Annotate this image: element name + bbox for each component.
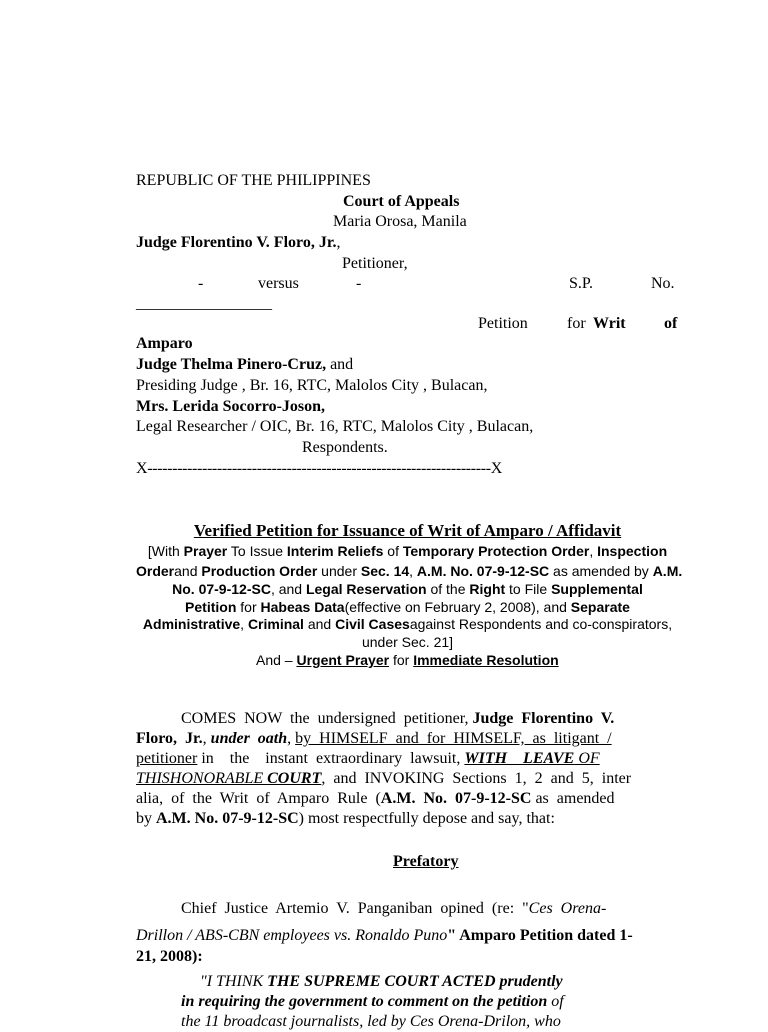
quote-supreme-court: THE SUPREME COURT ACTED prudently [267, 973, 563, 990]
subtitle-segment: A.M. No. 07-9-12-SC [416, 563, 550, 579]
case-no: No. [651, 275, 675, 292]
subtitle-segment: Petition [185, 599, 237, 615]
p1-l6-by: by [136, 810, 156, 827]
subtitle-line [136, 562, 683, 580]
and-dash: And – [256, 652, 297, 668]
court-address: Maria Orosa, Manila [333, 213, 467, 230]
petition-of: of [664, 315, 678, 332]
subtitle-line [136, 615, 679, 633]
respondent-1-name: Judge Thelma Pinero-Cruz, [136, 356, 327, 373]
petition-writ: Writ [593, 315, 626, 332]
p1-l4-text: , and INVOKING Sections 1, 2 and 5, inter [321, 770, 632, 787]
document-title: Verified Petition for Issuance of Writ of Amparo / Affidavit [193, 521, 622, 540]
subtitle-segment: to File [505, 581, 552, 597]
p1-l3-text: in the instant extraordinary lawsuit, [197, 750, 465, 767]
ces-orena: Ces Orena- [528, 900, 607, 917]
subtitle-segment: for [236, 599, 261, 615]
am-number-2: A.M. No. 07-9-12-SC [156, 810, 299, 827]
quote-line-1 [200, 972, 563, 992]
caption-separator: X---------------------------------------------------------------------X [136, 460, 502, 477]
petition-for: for [567, 315, 586, 332]
petitioner-name-comma: , [336, 234, 341, 251]
subtitle-line [136, 633, 679, 651]
body-p1-line-4 [136, 769, 631, 789]
court-name: Court of Appeals [343, 193, 460, 210]
subtitle-segment: of the [426, 581, 470, 597]
subtitle-segment: Civil Cases [335, 616, 410, 632]
urgent-prayer-line [256, 650, 559, 670]
p1-l6-text: ) most respectfully depose and say, that: [298, 810, 555, 827]
respondent-1-and: and [326, 356, 354, 373]
p1-l2-comma-2: , [287, 730, 296, 747]
subtitle-segment: Sec. 14 [360, 563, 410, 579]
petition-amparo: Amparo [136, 335, 193, 352]
quote-line-2 [181, 992, 564, 1012]
p1-l5-text: alia, of the Writ of Amparo Rule ( [136, 790, 381, 807]
subtitle-segment: To Issue [227, 543, 287, 559]
p2-l1-text: Chief Justice Artemio V. Panganiban opined (re: " [181, 900, 529, 917]
body-p1-line-1 [181, 709, 679, 729]
subtitle-segment: [With [147, 543, 184, 559]
body-p2-line-2 [136, 926, 633, 946]
subtitle-segment: as amended by [549, 563, 653, 579]
subtitle-segment: Production Order [201, 563, 318, 579]
leave-of: OF [574, 750, 600, 767]
quote-i-think: "I THINK [200, 973, 268, 990]
petitioner-underlined: petitioner [136, 750, 198, 767]
quote-of: of [547, 993, 564, 1010]
petitioner-role: Petitioner, [342, 255, 408, 272]
republic-heading: REPUBLIC OF THE PHILIPPINES [136, 172, 371, 189]
respondent-2-position: Legal Researcher / OIC, Br. 16, RTC, Malolos City , Bulacan, [136, 418, 534, 435]
body-p2-line-1 [181, 899, 606, 919]
subtitle-segment: Order [136, 563, 175, 579]
urgent-for: for [389, 652, 414, 668]
respondents-label: Respondents. [302, 439, 388, 456]
quote-requiring: in requiring the government to comment on the petition [181, 993, 548, 1010]
case-number-blank: _________________ [136, 295, 272, 312]
subtitle-segment: and [174, 563, 202, 579]
subtitle-segment: Temporary Protection Order [402, 543, 590, 559]
immediate-resolution: Immediate Resolution [413, 652, 559, 668]
subtitle-segment: Right [469, 581, 506, 597]
am-number-1: A.M. No. 07-9-12-SC [380, 790, 532, 807]
subtitle-line [136, 542, 679, 560]
subtitle-line [136, 580, 679, 598]
subtitle-segment: against Respondents and co-conspirators, [409, 616, 673, 632]
by-himself: by HIMSELF and for HIMSELF, as litigant / [295, 730, 612, 747]
subtitle-segment: and [303, 616, 336, 632]
petitioner-name: Judge Florentino V. Floro, Jr. [136, 234, 337, 251]
under-oath: under oath [210, 730, 288, 747]
p1-l5-amended: as amended [531, 790, 615, 807]
urgent-prayer: Urgent Prayer [296, 652, 390, 668]
subtitle-segment: Administrative [142, 616, 241, 632]
respondent-1-position: Presiding Judge , Br. 16, RTC, Malolos City , Bulacan, [136, 377, 488, 394]
body-p1-line-5 [136, 789, 615, 809]
subtitle-segment: of [383, 543, 403, 559]
p1-l2-bold: Floro, Jr. [136, 730, 203, 747]
subtitle-segment: under Sec. 21] [361, 634, 454, 650]
subtitle-segment: under [317, 563, 361, 579]
case-sp: S.P. [569, 275, 594, 292]
p1-l1-text: COMES NOW the undersigned petitioner, [181, 710, 473, 727]
subtitle-segment: Supplemental [551, 581, 643, 597]
prefatory-heading: Prefatory [393, 853, 459, 870]
subtitle-segment: A.M. [652, 563, 683, 579]
subtitle-segment: , and [535, 599, 571, 615]
subtitle-segment: , [409, 563, 417, 579]
subtitle-segment: Separate [570, 599, 630, 615]
subtitle-segment: , [589, 543, 598, 559]
subtitle-segment: , and [270, 581, 306, 597]
subtitle-segment: Inspection [597, 543, 668, 559]
subtitle-segment: , [240, 616, 248, 632]
petitioner-name-bold: Judge Florentino V. [472, 710, 615, 727]
subtitle-line [136, 598, 679, 616]
respondent-2-name: Mrs. Lerida Socorro-Joson, [136, 398, 326, 415]
subtitle-segment: Prayer [183, 543, 228, 559]
subtitle-segment: No. 07-9-12-SC [172, 581, 271, 597]
body-p1-line-3 [136, 749, 600, 769]
body-p1-line-6 [136, 809, 555, 829]
versus-dash-left: - [198, 275, 204, 292]
quote-line-3: the 11 broadcast journalists, led by Ces Orena-Drilon, who [181, 1013, 561, 1030]
subtitle-segment: Habeas Data [260, 599, 345, 615]
with-leave: WITH LEAVE [464, 750, 575, 767]
subtitle-segment: Interim Reliefs [286, 543, 384, 559]
subtitle-segment: Criminal [247, 616, 304, 632]
subtitle-segment: (effective on February 2, 2008) [344, 599, 536, 615]
p1-l2-comma: , [202, 730, 211, 747]
body-p2-line-3: 21, 2008): [136, 948, 203, 965]
court-word: COURT [267, 770, 322, 787]
this-honorable: THISHONORABLE [136, 770, 268, 787]
versus-dash-right: - [356, 275, 362, 292]
case-title-italic: Drillon / ABS-CBN employees vs. Ronaldo Puno [136, 927, 448, 944]
respondent-1-line [136, 355, 353, 375]
body-p1-line-2 [136, 729, 612, 749]
subtitle-segment: Legal Reservation [305, 581, 427, 597]
versus-word: versus [258, 275, 299, 292]
amparo-petition-date: " Amparo Petition dated 1- [447, 927, 633, 944]
petitioner-line [136, 233, 340, 253]
petition-word: Petition [478, 315, 528, 332]
